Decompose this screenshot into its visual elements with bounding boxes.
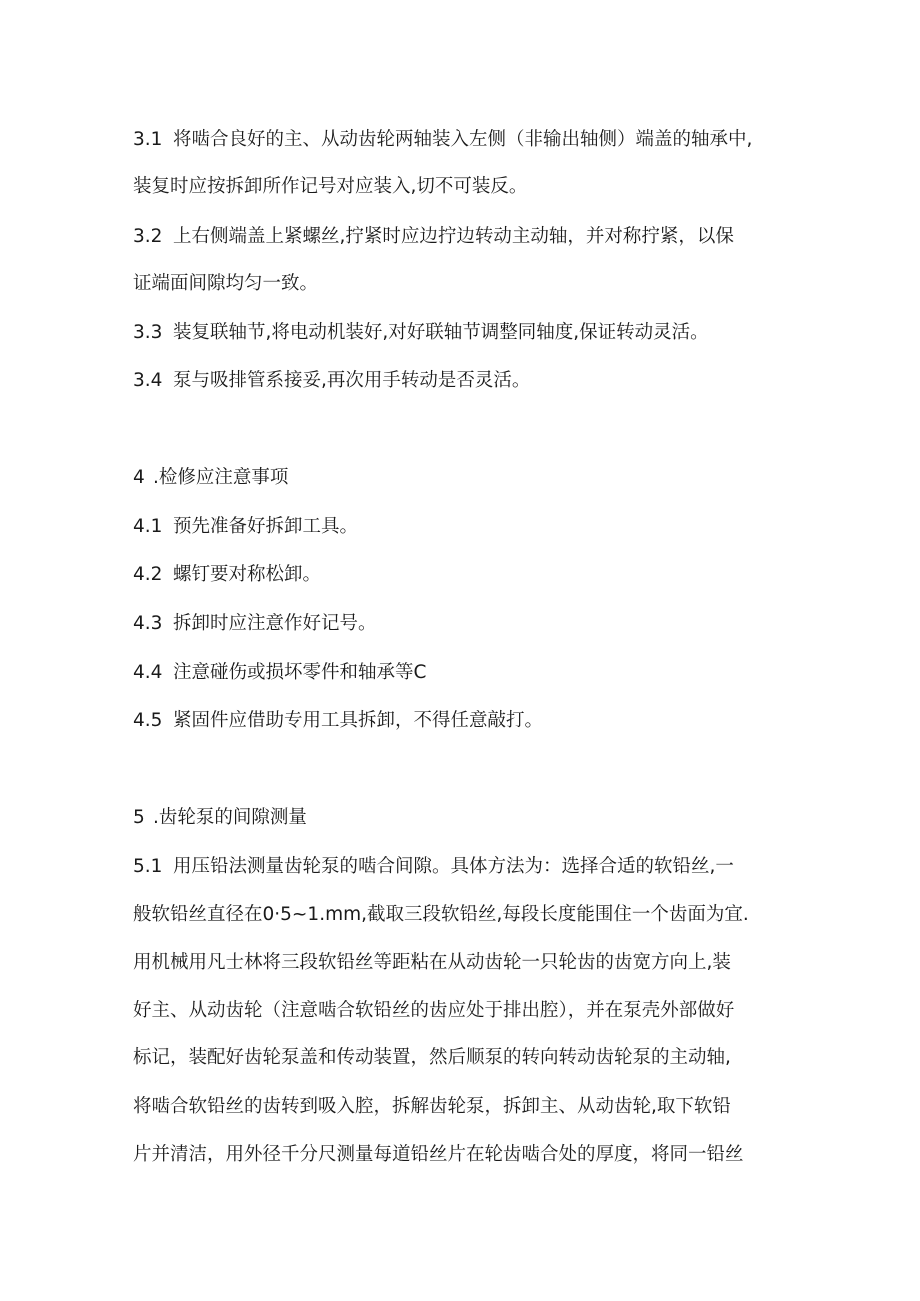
- item-text: 上右侧端盖上紧螺丝,拧紧时应边拧边转动主动轴，并对称拧紧，以保: [173, 226, 734, 247]
- item-text: 泵与吸排管系接妥,再次用手转动是否灵活。: [173, 370, 531, 391]
- item-5-1: [133, 855, 734, 879]
- item-text: 般软铅丝直径在0·5~1.mm,截取三段软铅丝,每段长度能围住一个齿面为宜.: [133, 904, 749, 925]
- section-heading-4: [133, 466, 288, 490]
- item-text: 标记，装配好齿轮泵盖和传动装置，然后顺泵的转向转动齿轮泵的主动轴,: [133, 1047, 731, 1068]
- item-number: 4.3: [133, 613, 163, 634]
- item-4-1: [133, 515, 358, 539]
- item-number: 3.1: [133, 129, 163, 150]
- item-5-1-cont: [133, 999, 734, 1023]
- item-text: 片并清洁，用外径千分尺测量每道铅丝片在轮齿啮合处的厚度，将同一铅丝: [133, 1144, 744, 1165]
- item-5-1-cont: [133, 903, 749, 927]
- item-text: 预先准备好拆卸工具。: [173, 516, 359, 537]
- heading-number: 5: [133, 807, 145, 828]
- item-text: 装复时应按拆卸所作记号对应装入,切不可装反。: [133, 176, 528, 197]
- item-4-4: [133, 661, 426, 685]
- item-4-2: [133, 563, 321, 587]
- item-3-2-cont: [133, 272, 318, 296]
- item-3-4: [133, 369, 530, 393]
- item-text: 装复联轴节,将电动机装好,对好联轴节调整同轴度,保证转动灵活。: [173, 322, 709, 343]
- item-5-1-cont: [133, 951, 731, 975]
- item-text: 将啮合良好的主、从动齿轮两轴装入左侧（非输出轴侧）端盖的轴承中,: [173, 129, 753, 150]
- heading-text: .检修应注意事项: [153, 467, 289, 488]
- item-text: 注意碰伤或损坏零件和轴承等C: [173, 662, 427, 683]
- item-number: 5.1: [133, 856, 163, 877]
- item-text: 螺钉要对称松卸。: [173, 564, 322, 585]
- heading-text: .齿轮泵的间隙测量: [153, 807, 307, 828]
- item-text: 用压铅法测量齿轮泵的啮合间隙。具体方法为：选择合适的软铅丝,一: [173, 856, 734, 877]
- item-number: 3.2: [133, 226, 163, 247]
- item-number: 3.3: [133, 322, 163, 343]
- item-number: 4.2: [133, 564, 163, 585]
- heading-number: 4: [133, 467, 145, 488]
- item-number: 4.1: [133, 516, 163, 537]
- item-text: 用机械用凡士林将三段软铅丝等距粘在从动齿轮一只轮齿的齿宽方向上,装: [133, 952, 731, 973]
- item-3-2: [133, 225, 734, 249]
- item-text: 紧固件应借助专用工具拆卸，不得任意敲打。: [173, 710, 544, 731]
- item-number: 4.4: [133, 662, 163, 683]
- section-heading-5: [133, 806, 307, 830]
- item-3-1: [133, 128, 752, 152]
- item-3-3: [133, 321, 709, 345]
- item-4-3: [133, 612, 377, 636]
- item-text: 将啮合软铅丝的齿转到吸入腔，拆解齿轮泵，拆卸主、从动齿轮,取下软铅: [133, 1096, 731, 1117]
- item-text: 好主、从动齿轮（注意啮合软铅丝的齿应处于排出腔），并在泵壳外部做好: [133, 1000, 735, 1021]
- item-text: 拆卸时应注意作好记号。: [173, 613, 377, 634]
- item-number: 3.4: [133, 370, 163, 391]
- item-4-5: [133, 709, 543, 733]
- item-5-1-cont: [133, 1143, 744, 1167]
- item-number: 4.5: [133, 710, 163, 731]
- item-3-1-cont: [133, 175, 527, 199]
- item-5-1-cont: [133, 1095, 731, 1119]
- item-5-1-cont: [133, 1046, 731, 1070]
- item-text: 证端面间隙均匀一致。: [133, 273, 319, 294]
